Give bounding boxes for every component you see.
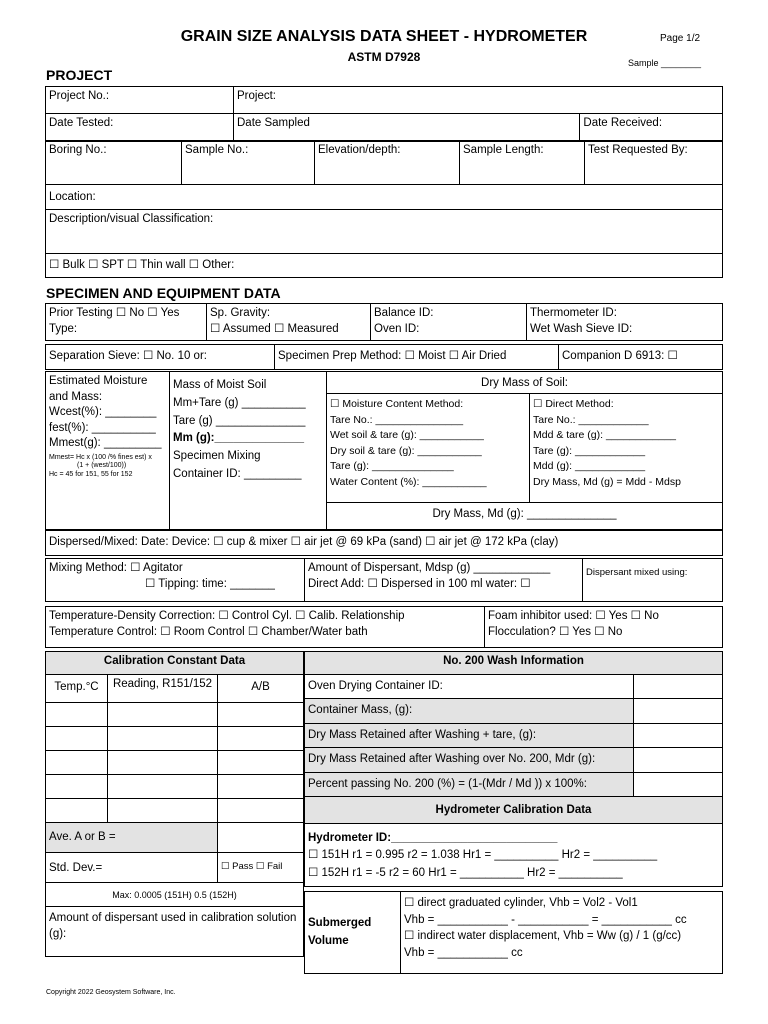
dispersant-calibration-field[interactable]: Amount of dispersant used in calibration solution (g): (46, 907, 304, 957)
hydrometer-152h: ☐ 152H r1 = -5 r2 = 60 Hr1 = __________ Hr2 = __________ (308, 866, 623, 879)
dispersed-mixed-field[interactable]: Dispersed/Mixed: Date: Device: ☐ cup & mixer ☐ air jet @ 69 kPa (sand) ☐ air jet @ 172 kPa (clay) (46, 531, 723, 556)
description-field[interactable]: Description/visual Classification: (46, 210, 723, 254)
specimen-heading: SPECIMEN AND EQUIPMENT DATA (46, 285, 281, 301)
boring-table (45, 140, 723, 278)
calibration-row (46, 703, 304, 727)
dry-mass-total[interactable]: Dry Mass, Md (g): ______________ (432, 508, 617, 520)
estimate-formula: Mmest= Hc x (100 /% fines est) x (49, 453, 152, 461)
wash-value[interactable] (634, 675, 723, 699)
mixing-table (45, 558, 723, 602)
project-name-field[interactable]: Project: (234, 87, 723, 114)
mass-table (45, 371, 723, 530)
calibration-row (46, 727, 304, 751)
hydrometer-id-cell[interactable] (305, 824, 723, 887)
submerged-volume-table (304, 891, 723, 974)
sheet-subtitle: ASTM D7928 (347, 50, 421, 64)
wash-value[interactable] (634, 773, 723, 797)
dry-mass-heading: Dry Mass of Soil: (327, 372, 722, 394)
ave-ab-field: Ave. A or B = (46, 823, 218, 853)
mixing-method-cell[interactable]: Mixing Method: ☐ Agitator ☐ Tipping: time: _______ (46, 559, 305, 602)
separation-table (45, 344, 723, 370)
calibration-table (45, 651, 304, 957)
foam-inhibitor-cell[interactable]: Foam inhibitor used: ☐ Yes ☐ No Flocculation? ☐ Yes ☐ No (485, 607, 723, 648)
wash-value[interactable] (634, 724, 723, 748)
dispersant-mixed-field[interactable]: Dispersant mixed using: (583, 559, 723, 602)
balance-oven-cell[interactable]: Balance ID: Oven ID: (371, 304, 527, 341)
project-no-field[interactable]: Project No.: (46, 87, 234, 114)
sample-no-field[interactable]: Sample No.: (182, 141, 315, 185)
boring-no-field[interactable]: Boring No.: (46, 141, 182, 185)
location-field[interactable]: Location: (46, 185, 723, 210)
date-tested-field[interactable]: Date Tested: (46, 114, 234, 142)
std-dev-field[interactable]: Std. Dev.= (46, 853, 218, 883)
calibration-row (46, 775, 304, 799)
elevation-field[interactable]: Elevation/depth: (315, 141, 460, 185)
max-note: Max: 0.0005 (151H) 0.5 (152H) (46, 883, 304, 907)
companion-field[interactable]: Companion D 6913: ☐ (559, 345, 723, 370)
col-ab: A/B (218, 675, 304, 703)
equipment-table (45, 303, 723, 341)
pass-fail-checkboxes[interactable]: ☐ Pass ☐ Fail (218, 853, 304, 883)
sample-length-field[interactable]: Sample Length: (460, 141, 585, 185)
moist-soil-cell[interactable]: Mass of Moist Soil Mm+Tare (g) __________ Tare (g) ______________ Mm (g):______________ Specimen Mixing Container ID: _________ (170, 372, 327, 530)
sp-gravity-cell[interactable]: Sp. Gravity: ☐ Assumed ☐ Measured (207, 304, 371, 341)
sample-field: Sample ________ (628, 58, 702, 68)
moisture-content-method[interactable]: ☐ Moisture Content Method: Tare No.: _______________ Wet soil & tare (g): ___________ Dry soil & tare (g): ___________ Tare (g): ______________ Water Content (%): ___________ (327, 394, 530, 502)
wash-table (304, 651, 723, 887)
wash-value[interactable] (634, 699, 723, 724)
dispersed-table (45, 530, 723, 556)
wash-row-percent-passing: Percent passing No. 200 (%) = (1-(Mdr / Md )) x 100%: (305, 773, 634, 797)
prior-testing-cell[interactable]: Prior Testing ☐ No ☐ Yes Type: (46, 304, 207, 341)
temperature-table (45, 606, 723, 648)
wash-heading: No. 200 Wash Information (305, 652, 723, 675)
prep-method-field[interactable]: Specimen Prep Method: ☐ Moist ☐ Air Dried (275, 345, 559, 370)
wash-row-dry-mass-retained: Dry Mass Retained after Washing over No. 200, Mdr (g): (305, 748, 634, 773)
wash-value[interactable] (634, 748, 723, 773)
hydrometer-heading: Hydrometer Calibration Data (305, 797, 723, 824)
submerged-volume-cell[interactable]: ☐ direct graduated cylinder, Vhb = Vol2 - Vol1 Vhb = ___________ - ___________ = ___________ cc ☐ indirect water displacement, Vhb = Ww (g) / 1 (g/cc) Vhb = ___________ cc (401, 892, 723, 974)
sheet-title: GRAIN SIZE ANALYSIS DATA SHEET - HYDROMETER (180, 28, 588, 45)
dispersant-amount-cell[interactable]: Amount of Dispersant, Mdsp (g) ____________ Direct Add: ☐ Dispersed in 100 ml water: ☐ (305, 559, 583, 602)
direct-method[interactable]: ☐ Direct Method: Tare No.: ____________ Mdd & tare (g): ____________ Tare (g): ____________ Mdd (g): ____________ Dry Mass, Md (g) = Mdd - Mdsp (533, 398, 681, 488)
date-received-field[interactable]: Date Received: (580, 114, 723, 142)
copyright: Copyright 2022 Geosystem Software, Inc. (46, 989, 176, 996)
date-sampled-field[interactable]: Date Sampled (234, 114, 580, 142)
wash-row-dry-mass-tare: Dry Mass Retained after Washing + tare, (g): (305, 724, 634, 748)
project-table (45, 86, 723, 142)
estimated-moisture-cell[interactable]: Estimated Moisture and Mass: Wcest(%): ________ fest(%): __________ Mmest(g): _________ Mmest= Hc x (100 /% fines est) x (1 + (west/100)) Hc = 45 for 151, 55 for 152 (46, 372, 170, 530)
col-reading: Reading, R151/152 (108, 675, 218, 703)
calibration-row (46, 799, 304, 823)
col-temp: Temp.°C (46, 675, 108, 703)
page-number: Page 1/2 (660, 33, 701, 44)
dry-mass-cell (327, 372, 723, 530)
calibration-row (46, 751, 304, 775)
temperature-density-cell[interactable]: Temperature-Density Correction: ☐ Control Cyl. ☐ Calib. Relationship Temperature Control: ☐ Room Control ☐ Chamber/Water bath (46, 607, 485, 648)
calibration-heading: Calibration Constant Data (46, 652, 304, 675)
test-requested-field[interactable]: Test Requested By: (585, 141, 723, 185)
hydrometer-id-field: Hydrometer ID:__________________________ (308, 832, 558, 844)
hydrometer-151h: ☐ 151H r1 = 0.995 r2 = 1.038 Hr1 = __________ Hr2 = __________ (308, 849, 658, 862)
ave-ab-value[interactable] (218, 823, 304, 853)
project-heading: PROJECT (46, 67, 113, 83)
separation-sieve-field[interactable]: Separation Sieve: ☐ No. 10 or: (46, 345, 275, 370)
thermometer-cell[interactable]: Thermometer ID: Wet Wash Sieve ID: (527, 304, 723, 341)
wash-row-container-id: Oven Drying Container ID: (305, 675, 634, 699)
wash-row-container-mass: Container Mass, (g): (305, 699, 634, 724)
sample-type-checkboxes[interactable]: ☐ Bulk ☐ SPT ☐ Thin wall ☐ Other: (46, 254, 723, 278)
submerged-volume-label: Submerged Volume (305, 892, 401, 974)
